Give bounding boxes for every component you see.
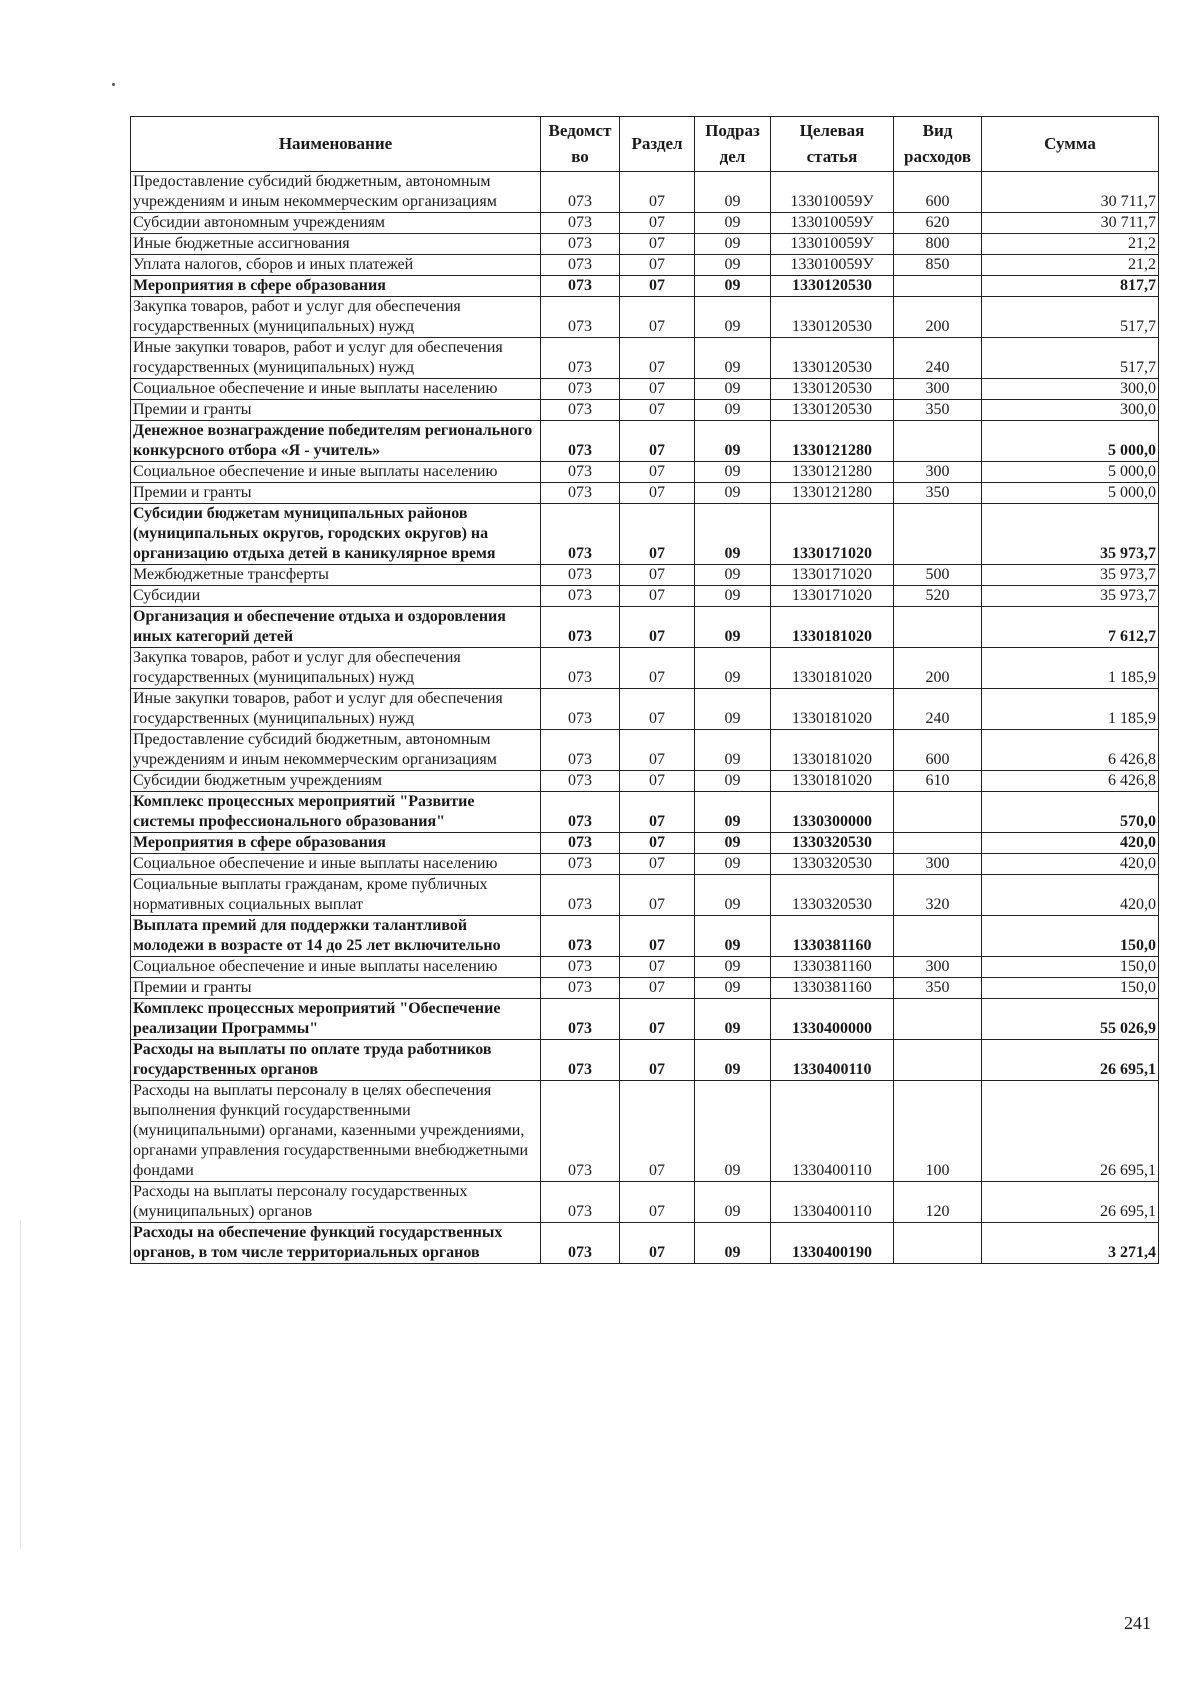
cell-department: 073 [541, 833, 620, 854]
cell-department: 073 [541, 379, 620, 400]
cell-amount: 1 185,9 [982, 648, 1159, 689]
cell-target-article: 1330121280 [771, 483, 894, 504]
cell-department: 073 [541, 565, 620, 586]
cell-expense-type [894, 833, 982, 854]
cell-department: 073 [541, 234, 620, 255]
cell-expense-type: 500 [894, 565, 982, 586]
cell-name: Предоставление субсидий бюджетным, автономным учреждениям и иным некоммерческим организациям [131, 730, 541, 771]
cell-amount: 5 000,0 [982, 421, 1159, 462]
cell-amount: 6 426,8 [982, 730, 1159, 771]
cell-name: Уплата налогов, сборов и иных платежей [131, 255, 541, 276]
cell-department: 073 [541, 771, 620, 792]
cell-name: Комплекс процессных мероприятий "Развитие системы профессионального образования" [131, 792, 541, 833]
cell-department: 073 [541, 213, 620, 234]
cell-department: 073 [541, 483, 620, 504]
cell-amount: 150,0 [982, 978, 1159, 999]
cell-subsection: 09 [695, 255, 771, 276]
cell-target-article: 1330171020 [771, 565, 894, 586]
table-row [131, 875, 1159, 916]
cell-department: 073 [541, 462, 620, 483]
cell-target-article: 1330320530 [771, 833, 894, 854]
cell-section: 07 [620, 1040, 695, 1081]
table-row [131, 565, 1159, 586]
cell-name: Мероприятия в сфере образования [131, 276, 541, 297]
cell-expense-type: 300 [894, 957, 982, 978]
cell-amount: 1 185,9 [982, 689, 1159, 730]
cell-section: 07 [620, 421, 695, 462]
table-row [131, 172, 1159, 213]
cell-name: Премии и гранты [131, 978, 541, 999]
cell-department: 073 [541, 978, 620, 999]
cell-amount: 26 695,1 [982, 1081, 1159, 1182]
cell-expense-type: 600 [894, 730, 982, 771]
cell-subsection: 09 [695, 213, 771, 234]
cell-target-article: 1330120530 [771, 297, 894, 338]
cell-expense-type: 300 [894, 854, 982, 875]
cell-name: Иные закупки товаров, работ и услуг для обеспечения государственных (муниципальных) нужд [131, 338, 541, 379]
cell-subsection: 09 [695, 379, 771, 400]
cell-department: 073 [541, 297, 620, 338]
cell-target-article: 1330400110 [771, 1081, 894, 1182]
cell-expense-type: 200 [894, 648, 982, 689]
page-number: 241 [1124, 1613, 1151, 1633]
cell-target-article: 1330120530 [771, 338, 894, 379]
cell-target-article: 133010059У [771, 172, 894, 213]
table-row [131, 504, 1159, 565]
table-row [131, 255, 1159, 276]
cell-target-article: 1330181020 [771, 771, 894, 792]
cell-target-article: 1330171020 [771, 504, 894, 565]
table-row [131, 607, 1159, 648]
cell-expense-type [894, 607, 982, 648]
cell-name: Субсидии автономным учреждениям [131, 213, 541, 234]
cell-subsection: 09 [695, 730, 771, 771]
cell-section: 07 [620, 607, 695, 648]
cell-subsection: 09 [695, 462, 771, 483]
cell-expense-type: 320 [894, 875, 982, 916]
table-header [131, 117, 1159, 172]
cell-section: 07 [620, 1223, 695, 1264]
cell-section: 07 [620, 1081, 695, 1182]
cell-expense-type: 300 [894, 462, 982, 483]
header-section: Раздел [620, 117, 695, 172]
cell-target-article: 1330300000 [771, 792, 894, 833]
cell-section: 07 [620, 1182, 695, 1223]
cell-section: 07 [620, 771, 695, 792]
cell-subsection: 09 [695, 1223, 771, 1264]
cell-subsection: 09 [695, 875, 771, 916]
cell-section: 07 [620, 213, 695, 234]
cell-name: Закупка товаров, работ и услуг для обеспечения государственных (муниципальных) нужд [131, 297, 541, 338]
header-amount: Сумма [982, 117, 1159, 172]
table-row [131, 792, 1159, 833]
cell-name: Денежное вознаграждение победителям регионального конкурсного отбора «Я - учитель» [131, 421, 541, 462]
cell-section: 07 [620, 999, 695, 1040]
cell-name: Комплекс процессных мероприятий "Обеспечение реализации Программы" [131, 999, 541, 1040]
cell-expense-type [894, 276, 982, 297]
cell-expense-type: 240 [894, 338, 982, 379]
cell-target-article: 1330320530 [771, 875, 894, 916]
cell-section: 07 [620, 400, 695, 421]
cell-expense-type: 100 [894, 1081, 982, 1182]
cell-expense-type [894, 792, 982, 833]
cell-name: Расходы на обеспечение функций государственных органов, в том числе территориальных органов [131, 1223, 541, 1264]
cell-department: 073 [541, 1182, 620, 1223]
cell-section: 07 [620, 172, 695, 213]
cell-target-article: 133010059У [771, 234, 894, 255]
cell-department: 073 [541, 875, 620, 916]
cell-target-article: 133010059У [771, 213, 894, 234]
cell-name: Субсидии бюджетам муниципальных районов (муниципальных округов, городских округов) на организацию отдыха детей в каникулярное время [131, 504, 541, 565]
cell-name: Расходы на выплаты персоналу государственных (муниципальных) органов [131, 1182, 541, 1223]
cell-department: 073 [541, 255, 620, 276]
cell-section: 07 [620, 462, 695, 483]
cell-amount: 21,2 [982, 255, 1159, 276]
cell-subsection: 09 [695, 234, 771, 255]
header-department: Ведомст во [541, 117, 620, 172]
table-row [131, 833, 1159, 854]
table-row [131, 1040, 1159, 1081]
cell-department: 073 [541, 276, 620, 297]
cell-amount: 26 695,1 [982, 1182, 1159, 1223]
cell-subsection: 09 [695, 607, 771, 648]
cell-name: Иные закупки товаров, работ и услуг для обеспечения государственных (муниципальных) нужд [131, 689, 541, 730]
header-name: Наименование [131, 117, 541, 172]
cell-expense-type [894, 504, 982, 565]
cell-expense-type: 350 [894, 400, 982, 421]
cell-department: 073 [541, 999, 620, 1040]
cell-name: Социальные выплаты гражданам, кроме публичных нормативных социальных выплат [131, 875, 541, 916]
cell-expense-type [894, 421, 982, 462]
cell-amount: 5 000,0 [982, 462, 1159, 483]
cell-amount: 35 973,7 [982, 586, 1159, 607]
cell-department: 073 [541, 689, 620, 730]
cell-section: 07 [620, 255, 695, 276]
table-row [131, 234, 1159, 255]
table-row [131, 338, 1159, 379]
table-row [131, 1081, 1159, 1182]
cell-department: 073 [541, 400, 620, 421]
cell-section: 07 [620, 957, 695, 978]
table-row [131, 483, 1159, 504]
cell-department: 073 [541, 1040, 620, 1081]
cell-subsection: 09 [695, 400, 771, 421]
cell-name: Организация и обеспечение отдыха и оздоровления иных категорий детей [131, 607, 541, 648]
cell-subsection: 09 [695, 771, 771, 792]
table-row [131, 1223, 1159, 1264]
table-row [131, 978, 1159, 999]
cell-section: 07 [620, 833, 695, 854]
cell-amount: 300,0 [982, 379, 1159, 400]
cell-target-article: 1330120530 [771, 276, 894, 297]
cell-expense-type [894, 1223, 982, 1264]
cell-amount: 150,0 [982, 957, 1159, 978]
cell-department: 073 [541, 586, 620, 607]
cell-name: Мероприятия в сфере образования [131, 833, 541, 854]
cell-subsection: 09 [695, 957, 771, 978]
cell-name: Закупка товаров, работ и услуг для обеспечения государственных (муниципальных) нужд [131, 648, 541, 689]
cell-section: 07 [620, 504, 695, 565]
cell-department: 073 [541, 172, 620, 213]
cell-section: 07 [620, 916, 695, 957]
cell-name: Социальное обеспечение и иные выплаты населению [131, 379, 541, 400]
table-row [131, 771, 1159, 792]
cell-amount: 3 271,4 [982, 1223, 1159, 1264]
cell-subsection: 09 [695, 1081, 771, 1182]
cell-name: Предоставление субсидий бюджетным, автономным учреждениям и иным некоммерческим организациям [131, 172, 541, 213]
cell-subsection: 09 [695, 586, 771, 607]
cell-name: Премии и гранты [131, 400, 541, 421]
table-row [131, 379, 1159, 400]
cell-department: 073 [541, 730, 620, 771]
cell-expense-type [894, 999, 982, 1040]
cell-subsection: 09 [695, 648, 771, 689]
cell-expense-type: 350 [894, 978, 982, 999]
cell-department: 073 [541, 338, 620, 379]
cell-section: 07 [620, 297, 695, 338]
cell-department: 073 [541, 1223, 620, 1264]
cell-section: 07 [620, 689, 695, 730]
table-row [131, 854, 1159, 875]
cell-subsection: 09 [695, 338, 771, 379]
table-row [131, 586, 1159, 607]
table-row [131, 276, 1159, 297]
cell-target-article: 1330120530 [771, 400, 894, 421]
table-row [131, 1182, 1159, 1223]
cell-section: 07 [620, 586, 695, 607]
cell-expense-type [894, 916, 982, 957]
cell-subsection: 09 [695, 421, 771, 462]
cell-subsection: 09 [695, 999, 771, 1040]
cell-expense-type: 850 [894, 255, 982, 276]
cell-name: Социальное обеспечение и иные выплаты населению [131, 957, 541, 978]
cell-amount: 420,0 [982, 833, 1159, 854]
cell-expense-type: 300 [894, 379, 982, 400]
cell-department: 073 [541, 854, 620, 875]
cell-section: 07 [620, 875, 695, 916]
cell-amount: 5 000,0 [982, 483, 1159, 504]
cell-target-article: 1330181020 [771, 648, 894, 689]
cell-name: Премии и гранты [131, 483, 541, 504]
cell-amount: 517,7 [982, 297, 1159, 338]
cell-subsection: 09 [695, 172, 771, 213]
cell-amount: 420,0 [982, 875, 1159, 916]
cell-section: 07 [620, 234, 695, 255]
cell-department: 073 [541, 504, 620, 565]
cell-subsection: 09 [695, 565, 771, 586]
cell-subsection: 09 [695, 504, 771, 565]
cell-target-article: 1330120530 [771, 379, 894, 400]
cell-subsection: 09 [695, 833, 771, 854]
cell-section: 07 [620, 338, 695, 379]
cell-expense-type: 520 [894, 586, 982, 607]
cell-target-article: 1330121280 [771, 462, 894, 483]
cell-amount: 35 973,7 [982, 565, 1159, 586]
cell-target-article: 1330400110 [771, 1182, 894, 1223]
cell-department: 073 [541, 916, 620, 957]
cell-subsection: 09 [695, 1182, 771, 1223]
cell-section: 07 [620, 565, 695, 586]
cell-section: 07 [620, 379, 695, 400]
cell-expense-type: 600 [894, 172, 982, 213]
cell-section: 07 [620, 854, 695, 875]
cell-expense-type: 350 [894, 483, 982, 504]
cell-expense-type [894, 1040, 982, 1081]
cell-expense-type: 800 [894, 234, 982, 255]
cell-target-article: 1330400000 [771, 999, 894, 1040]
table-row [131, 957, 1159, 978]
table-row [131, 297, 1159, 338]
cell-amount: 300,0 [982, 400, 1159, 421]
cell-subsection: 09 [695, 916, 771, 957]
cell-name: Межбюджетные трансферты [131, 565, 541, 586]
cell-section: 07 [620, 730, 695, 771]
cell-section: 07 [620, 483, 695, 504]
header-target-article: Целевая статья [771, 117, 894, 172]
cell-target-article: 1330381160 [771, 978, 894, 999]
cell-amount: 6 426,8 [982, 771, 1159, 792]
table-row [131, 400, 1159, 421]
cell-section: 07 [620, 978, 695, 999]
cell-amount: 420,0 [982, 854, 1159, 875]
cell-subsection: 09 [695, 854, 771, 875]
cell-department: 073 [541, 1081, 620, 1182]
cell-department: 073 [541, 792, 620, 833]
cell-department: 073 [541, 957, 620, 978]
cell-name: Иные бюджетные ассигнования [131, 234, 541, 255]
cell-subsection: 09 [695, 297, 771, 338]
cell-target-article: 1330181020 [771, 607, 894, 648]
table-body [131, 172, 1159, 1264]
cell-target-article: 1330400190 [771, 1223, 894, 1264]
table-row [131, 421, 1159, 462]
cell-target-article: 1330400110 [771, 1040, 894, 1081]
cell-target-article: 1330181020 [771, 730, 894, 771]
table-row [131, 999, 1159, 1040]
cell-target-article: 133010059У [771, 255, 894, 276]
scan-artifact-line [20, 1220, 21, 1550]
cell-amount: 21,2 [982, 234, 1159, 255]
cell-name: Социальное обеспечение и иные выплаты населению [131, 854, 541, 875]
cell-amount: 30 711,7 [982, 172, 1159, 213]
cell-name: Субсидии [131, 586, 541, 607]
header-expense-type: Вид расходов [894, 117, 982, 172]
scan-speck [112, 83, 115, 86]
cell-amount: 517,7 [982, 338, 1159, 379]
cell-amount: 26 695,1 [982, 1040, 1159, 1081]
cell-expense-type: 610 [894, 771, 982, 792]
cell-expense-type: 240 [894, 689, 982, 730]
cell-target-article: 1330381160 [771, 916, 894, 957]
cell-name: Субсидии бюджетным учреждениям [131, 771, 541, 792]
cell-target-article: 1330381160 [771, 957, 894, 978]
cell-expense-type: 200 [894, 297, 982, 338]
table-row [131, 462, 1159, 483]
cell-target-article: 1330320530 [771, 854, 894, 875]
table-row [131, 213, 1159, 234]
cell-amount: 55 026,9 [982, 999, 1159, 1040]
cell-subsection: 09 [695, 978, 771, 999]
table-row [131, 648, 1159, 689]
cell-subsection: 09 [695, 1040, 771, 1081]
cell-amount: 817,7 [982, 276, 1159, 297]
cell-target-article: 1330181020 [771, 689, 894, 730]
budget-table [130, 116, 1159, 1264]
cell-section: 07 [620, 276, 695, 297]
cell-name: Социальное обеспечение и иные выплаты населению [131, 462, 541, 483]
cell-name: Расходы на выплаты персоналу в целях обеспечения выполнения функций государственными (муниципальными) органами, казенными учреждениями, органами управления государственными внебюджетными фондами [131, 1081, 541, 1182]
table-row [131, 916, 1159, 957]
cell-subsection: 09 [695, 276, 771, 297]
cell-department: 073 [541, 607, 620, 648]
cell-amount: 150,0 [982, 916, 1159, 957]
table-row [131, 689, 1159, 730]
cell-subsection: 09 [695, 483, 771, 504]
cell-name: Выплата премий для поддержки талантливой молодежи в возрасте от 14 до 25 лет включительно [131, 916, 541, 957]
cell-section: 07 [620, 792, 695, 833]
cell-subsection: 09 [695, 689, 771, 730]
table-row [131, 730, 1159, 771]
cell-amount: 35 973,7 [982, 504, 1159, 565]
cell-expense-type: 620 [894, 213, 982, 234]
cell-amount: 7 612,7 [982, 607, 1159, 648]
cell-amount: 30 711,7 [982, 213, 1159, 234]
cell-department: 073 [541, 648, 620, 689]
cell-department: 073 [541, 421, 620, 462]
cell-section: 07 [620, 648, 695, 689]
cell-expense-type: 120 [894, 1182, 982, 1223]
cell-target-article: 1330121280 [771, 421, 894, 462]
header-subsection: Подраз дел [695, 117, 771, 172]
cell-subsection: 09 [695, 792, 771, 833]
cell-name: Расходы на выплаты по оплате труда работников государственных органов [131, 1040, 541, 1081]
cell-amount: 570,0 [982, 792, 1159, 833]
cell-target-article: 1330171020 [771, 586, 894, 607]
